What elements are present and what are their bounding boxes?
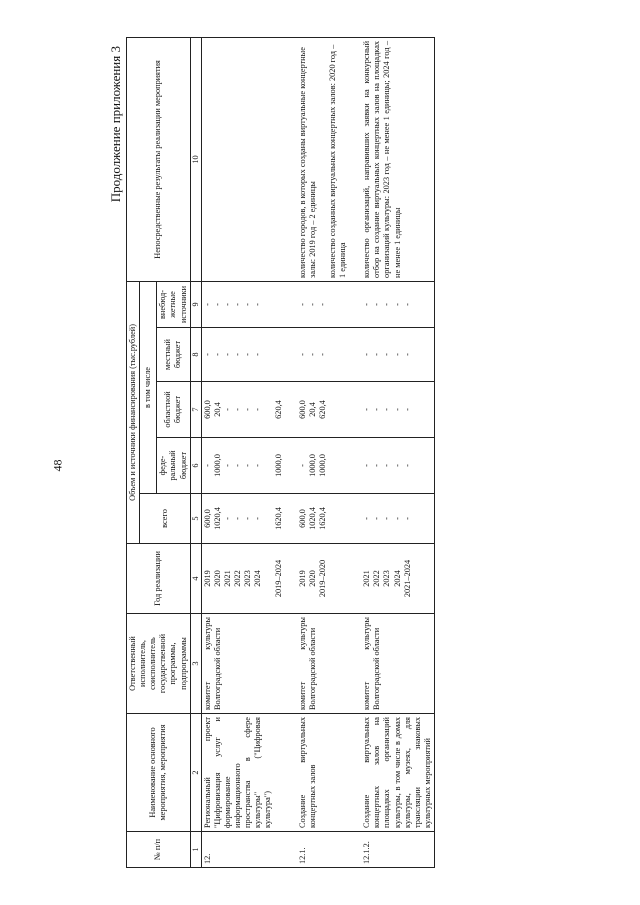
row-total: 600,0 1020,4 - - - - 1620,4 [201,494,284,544]
table-row [201,37,284,867]
header-year: Год реализации [127,544,191,614]
row-extra: - - - - - - [201,281,284,327]
row-years: 2021 2022 2023 2024 2021–2024 [361,544,434,614]
col-number: 6 [190,438,201,494]
row-regional: 600,0 20,4 620,4 [297,382,350,438]
rotated-page-content [104,38,524,868]
row-federal: - 1000,0 1000,0 [297,438,350,494]
header-total: всего [140,494,191,544]
row-total: - - - - - [361,494,434,544]
funding-table [126,37,435,868]
row-federal: - - - - - [361,438,434,494]
header-regional: областной бюджет [157,382,190,438]
row-years: 2019 2020 2019–2020 [297,544,350,614]
col-number: 4 [190,544,201,614]
row-responsible: комитет культуры Волгоградской области [361,614,434,714]
header-federal: феде-ральный бюджет [157,438,190,494]
row-total: 600,0 1020,4 1620,4 [297,494,350,544]
row-local: - - - - - - [201,328,284,382]
row-extra: - - - [297,281,350,327]
row-regional: - - - - - [361,382,434,438]
row-years: 2019 2020 2021 2022 2023 2024 2019–2024 [201,544,284,614]
appendix-subtitle: Продолжение приложения 3 [108,46,123,203]
row-num: 12.1.2. [361,832,434,868]
table-row [361,37,434,867]
row-local: - - - [297,328,350,382]
row-results [201,37,284,281]
row-num: 12. [201,832,284,868]
col-number: 8 [190,328,201,382]
row-local: - - - - - [361,328,434,382]
header-local: местный бюджет [157,328,190,382]
header-funding-group: Объем и источники финансирования (тыс.рублей) [127,281,140,543]
header-responsible: Ответственный исполнитель, соисполнитель государственной программы, подпрограммы [127,614,191,714]
header-num: № п/п [127,832,191,868]
page-number: 48 [50,459,65,472]
col-number: 9 [190,281,201,327]
col-number: 10 [190,37,201,281]
row-regional: 600,0 20,4 - - - - 620,4 [201,382,284,438]
row-extra: - - - - - [361,281,434,327]
header-name: Наименование основного мероприятия, мероприятия [127,714,191,832]
header-results: Непосредственные результаты реализации мероприятия [127,37,191,281]
row-responsible: комитет культуры Волгоградской области [201,614,284,714]
col-number: 7 [190,382,201,438]
col-number: 1 [190,832,201,868]
row-name: Региональный проект "Цифровизация услуг и формирование информационного пространства в сфере культуры" ("Цифровая культура") [201,714,284,832]
row-responsible: комитет культуры Волгоградской области [297,614,350,714]
header-incl: в том числе [140,281,157,493]
row-name: Создание виртуальных концертных залов [297,714,350,832]
row-num: 12.1. [297,832,350,868]
column-number-row [190,37,201,867]
row-results: количество организаций, направивших заявки на конкурсный отбор на создание виртуальных концертных залов на площадках организаций культуры: 2023 год – не менее 1 единицы; 2024 год – не менее 1 единицы [361,37,434,281]
col-number: 5 [190,494,201,544]
col-number: 2 [190,714,201,832]
header-extra: внебюд-жетные источники [157,281,190,327]
row-results: количество городов, в которых созданы виртуальные концертные залы: 2019 год – 2 единицы количество созданных виртуальных концертных залов: 2020 год – 1 единица [297,37,350,281]
col-number: 3 [190,614,201,714]
row-federal: - 1000,0 - - - - 1000,0 [201,438,284,494]
table-row [297,37,350,867]
row-name: Создание виртуальных концертных залов на площадках организаций культуры, в том числе в домах культуры, музеях, для трансляции знаковых культурных мероприятий [361,714,434,832]
